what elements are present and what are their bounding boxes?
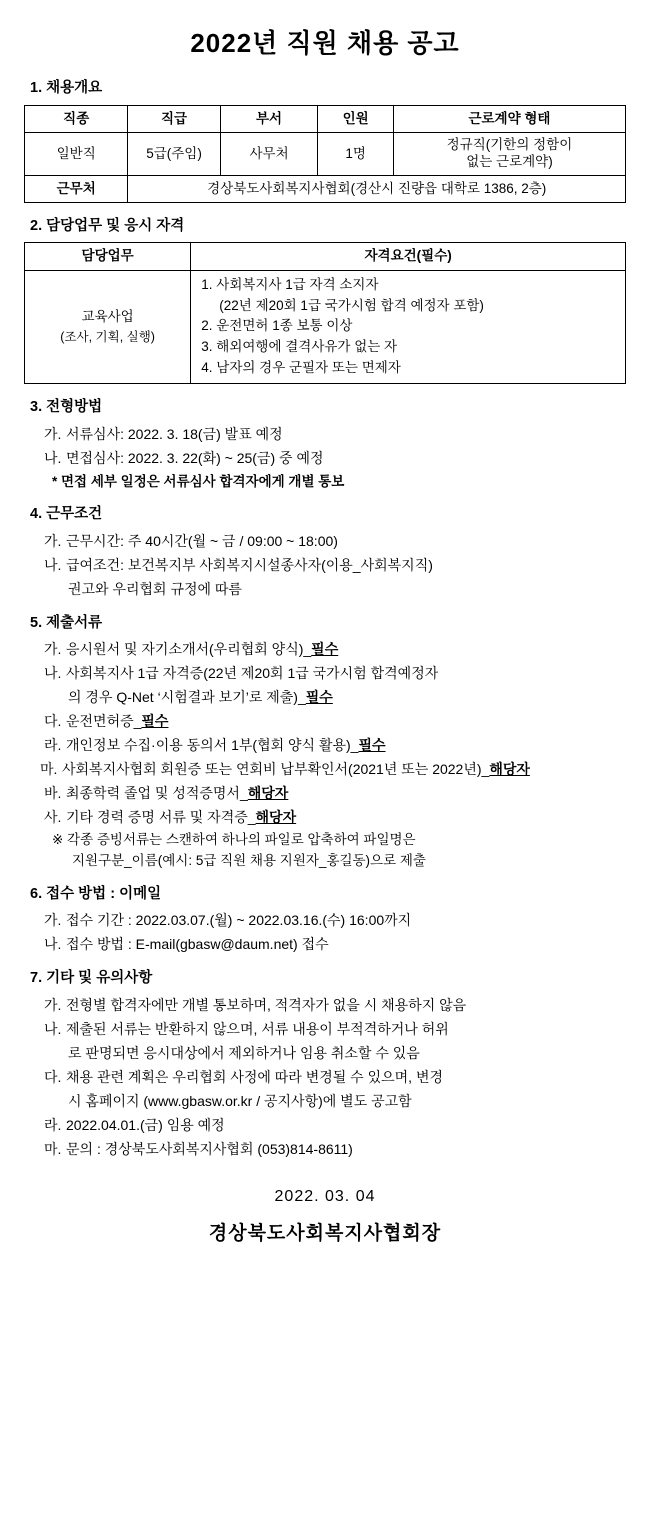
documents-list bbox=[24, 639, 626, 870]
list-item-continuation: 시 홈페이지 (www.gbasw.or.kr / 공지사항)에 별도 공고함 bbox=[68, 1092, 412, 1109]
list-item bbox=[44, 910, 626, 931]
list-text: 채용 관련 계획은 우리협회 사정에 따라 변경될 수 있으며, 변경 bbox=[66, 1068, 443, 1085]
list-marker: 가. bbox=[44, 425, 62, 442]
list-marker: 나. bbox=[44, 556, 62, 573]
list-text: 서류심사: 2022. 3. 18(금) 발표 예정 bbox=[66, 425, 283, 442]
table-row bbox=[25, 175, 626, 202]
list-marker: 다. bbox=[44, 713, 62, 730]
overview-cell-headcount: 1명 bbox=[318, 132, 393, 175]
list-marker: 마. bbox=[44, 1140, 62, 1157]
list-text: 접수 방법 : E-mail(gbasw@daum.net) 접수 bbox=[66, 936, 329, 953]
requirement-item-4: 4. 남자의 경우 군필자 또는 면제자 bbox=[201, 360, 401, 376]
list-marker: 다. bbox=[44, 1068, 62, 1085]
duty-cell-task bbox=[25, 270, 191, 384]
list-text: 최종학력 졸업 및 성적증명서_ bbox=[66, 785, 248, 802]
list-marker: 가. bbox=[44, 641, 62, 658]
overview-table bbox=[24, 105, 626, 203]
requirement-item-1: 1. 사회복지사 1급 자격 소지자 bbox=[201, 276, 379, 292]
section-heading-overview: 1. 채용개요 bbox=[30, 80, 103, 97]
list-text: 근무시간: 주 40시간(월 ~ 금 / 09:00 ~ 18:00) bbox=[66, 532, 338, 549]
work-conditions-list bbox=[24, 531, 626, 600]
notices-list bbox=[24, 995, 626, 1160]
application-list bbox=[24, 910, 626, 955]
section-heading-duty: 2. 담당업무 및 응시 자격 bbox=[30, 217, 185, 234]
list-item bbox=[44, 995, 626, 1016]
section-heading-work-conditions: 4. 근무조건 bbox=[30, 506, 103, 523]
overview-header-contract: 근로계약 형태 bbox=[393, 105, 625, 132]
document-signer: 경상북도사회복지사협회장 bbox=[208, 1223, 442, 1245]
duty-cell-requirements bbox=[191, 270, 626, 384]
list-marker: 바. bbox=[44, 785, 62, 802]
list-item bbox=[44, 663, 626, 684]
list-marker: 가. bbox=[44, 532, 62, 549]
list-item bbox=[40, 759, 626, 780]
list-item bbox=[44, 424, 626, 445]
overview-value-workplace: 경상북도사회복지사협회(경산시 진량읍 대학로 1386, 2층) bbox=[128, 175, 626, 202]
list-item bbox=[44, 555, 626, 576]
overview-header-rank: 직급 bbox=[128, 105, 220, 132]
list-item bbox=[44, 735, 626, 756]
overview-cell-department: 사무처 bbox=[220, 132, 318, 175]
list-text: 2022.04.01.(금) 임용 예정 bbox=[66, 1116, 225, 1133]
duty-table bbox=[24, 242, 626, 384]
table-row bbox=[25, 132, 626, 175]
list-marker: 사. bbox=[44, 809, 62, 826]
list-text: 접수 기간 : 2022.03.07.(월) ~ 2022.03.16.(수) 16:00까지 bbox=[66, 912, 412, 929]
list-marker: 라. bbox=[44, 1116, 62, 1133]
requirement-item-2: 2. 운전면허 1종 보통 이상 bbox=[201, 318, 353, 334]
requirement-item-3: 3. 해외여행에 결격사유가 없는 자 bbox=[201, 339, 398, 355]
duty-header-requirements: 자격요건(필수) bbox=[191, 243, 626, 270]
page-title: 2022년 직원 채용 공고 bbox=[190, 28, 460, 58]
list-item bbox=[44, 711, 626, 732]
list-item-continuation: 로 판명되면 응시대상에서 제외하거나 임용 취소할 수 있음 bbox=[68, 1044, 420, 1061]
list-text: 면접심사: 2022. 3. 22(화) ~ 25(금) 중 예정 bbox=[66, 449, 324, 466]
list-marker: 가. bbox=[44, 912, 62, 929]
documents-note-line-1: ※ 각종 증빙서류는 스캔하여 하나의 파일로 압축하여 파일명은 bbox=[52, 832, 416, 848]
list-marker: 나. bbox=[44, 449, 62, 466]
table-row bbox=[25, 270, 626, 384]
duty-name: 교육사업 bbox=[81, 308, 134, 324]
list-marker: 마. bbox=[40, 761, 58, 778]
list-text: 사회복지사 1급 자격증(22년 제20회 1급 국가시험 합격예정자 bbox=[66, 665, 439, 682]
list-text: 제출된 서류는 반환하지 않으며, 서류 내용이 부적격하거나 허위 bbox=[66, 1020, 449, 1037]
list-item bbox=[44, 531, 626, 552]
section-heading-application: 6. 접수 방법 : 이메일 bbox=[30, 885, 162, 902]
list-text: 운전면허증_ bbox=[66, 713, 142, 730]
list-marker: 가. bbox=[44, 996, 62, 1013]
list-text: 기타 경력 증명 서류 및 자격증_ bbox=[66, 809, 256, 826]
document-date: 2022. 03. 04 bbox=[274, 1187, 376, 1205]
list-marker: 나. bbox=[44, 1020, 62, 1037]
contract-line-2: 없는 근로계약) bbox=[466, 153, 553, 169]
list-marker: 나. bbox=[44, 665, 62, 682]
section-heading-notices: 7. 기타 및 유의사항 bbox=[30, 970, 153, 987]
list-emphasis: 필수 bbox=[305, 689, 333, 706]
list-emphasis: 해당자 bbox=[255, 809, 297, 826]
list-emphasis: 해당자 bbox=[247, 785, 289, 802]
table-row bbox=[25, 243, 626, 270]
list-item bbox=[44, 1139, 626, 1160]
list-text: 전형별 합격자에만 개별 통보하며, 적격자가 없을 시 채용하지 않음 bbox=[66, 996, 467, 1013]
list-item bbox=[44, 783, 626, 804]
contract-line-1: 정규직(기한의 정함이 bbox=[446, 136, 573, 152]
overview-header-headcount: 인원 bbox=[318, 105, 393, 132]
overview-header-department: 부서 bbox=[220, 105, 318, 132]
list-text: 문의 : 경상북도사회복지사협회 (053)814-8611) bbox=[66, 1140, 353, 1157]
selection-note: * 면접 세부 일정은 서류심사 합격자에게 개별 통보 bbox=[52, 473, 345, 489]
overview-header-job-type: 직종 bbox=[25, 105, 128, 132]
list-item bbox=[44, 1115, 626, 1136]
list-emphasis: 필수 bbox=[311, 641, 339, 658]
list-text: 응시원서 및 자기소개서(우리협회 양식)_ bbox=[66, 641, 312, 658]
section-heading-selection: 3. 전형방법 bbox=[30, 399, 103, 416]
list-text: 급여조건: 보건복지부 사회복지시설종사자(이용_사회복지직) bbox=[66, 556, 433, 573]
list-text: 의 경우 Q-Net ‘시험결과 보기’로 제출)_ bbox=[68, 689, 306, 706]
list-marker: 나. bbox=[44, 936, 62, 953]
selection-list bbox=[24, 424, 626, 491]
list-text: 개인정보 수집·이용 동의서 1부(협회 양식 활용)_ bbox=[66, 737, 359, 754]
list-item bbox=[44, 1019, 626, 1040]
duty-header-task: 담당업무 bbox=[25, 243, 191, 270]
list-text: 사회복지사협회 회원증 또는 연회비 납부확인서(2021년 또는 2022년)_ bbox=[62, 761, 490, 778]
overview-cell-rank: 5급(주임) bbox=[128, 132, 220, 175]
overview-cell-contract bbox=[393, 132, 625, 175]
overview-label-workplace: 근무처 bbox=[25, 175, 128, 202]
list-marker: 라. bbox=[44, 737, 62, 754]
list-item-continuation bbox=[68, 687, 626, 708]
table-row bbox=[25, 105, 626, 132]
overview-cell-job-type: 일반직 bbox=[25, 132, 128, 175]
duty-detail: (조사, 기획, 실행) bbox=[60, 329, 155, 344]
work-conditions-subline: 권고와 우리협회 규정에 따름 bbox=[68, 580, 242, 597]
list-item bbox=[44, 934, 626, 955]
documents-note-line-2: 지원구분_이름(예시: 5급 직원 채용 지원자_홍길동)으로 제출 bbox=[72, 853, 426, 869]
list-item bbox=[44, 807, 626, 828]
list-item bbox=[44, 639, 626, 660]
list-emphasis: 해당자 bbox=[489, 761, 530, 778]
list-emphasis: 필수 bbox=[358, 737, 386, 754]
list-emphasis: 필수 bbox=[141, 713, 169, 730]
requirement-item-1-note: (22년 제20회 1급 국가시험 합격 예정자 포함) bbox=[219, 297, 484, 313]
list-item bbox=[44, 448, 626, 469]
section-heading-documents: 5. 제출서류 bbox=[30, 614, 103, 631]
list-item bbox=[44, 1067, 626, 1088]
